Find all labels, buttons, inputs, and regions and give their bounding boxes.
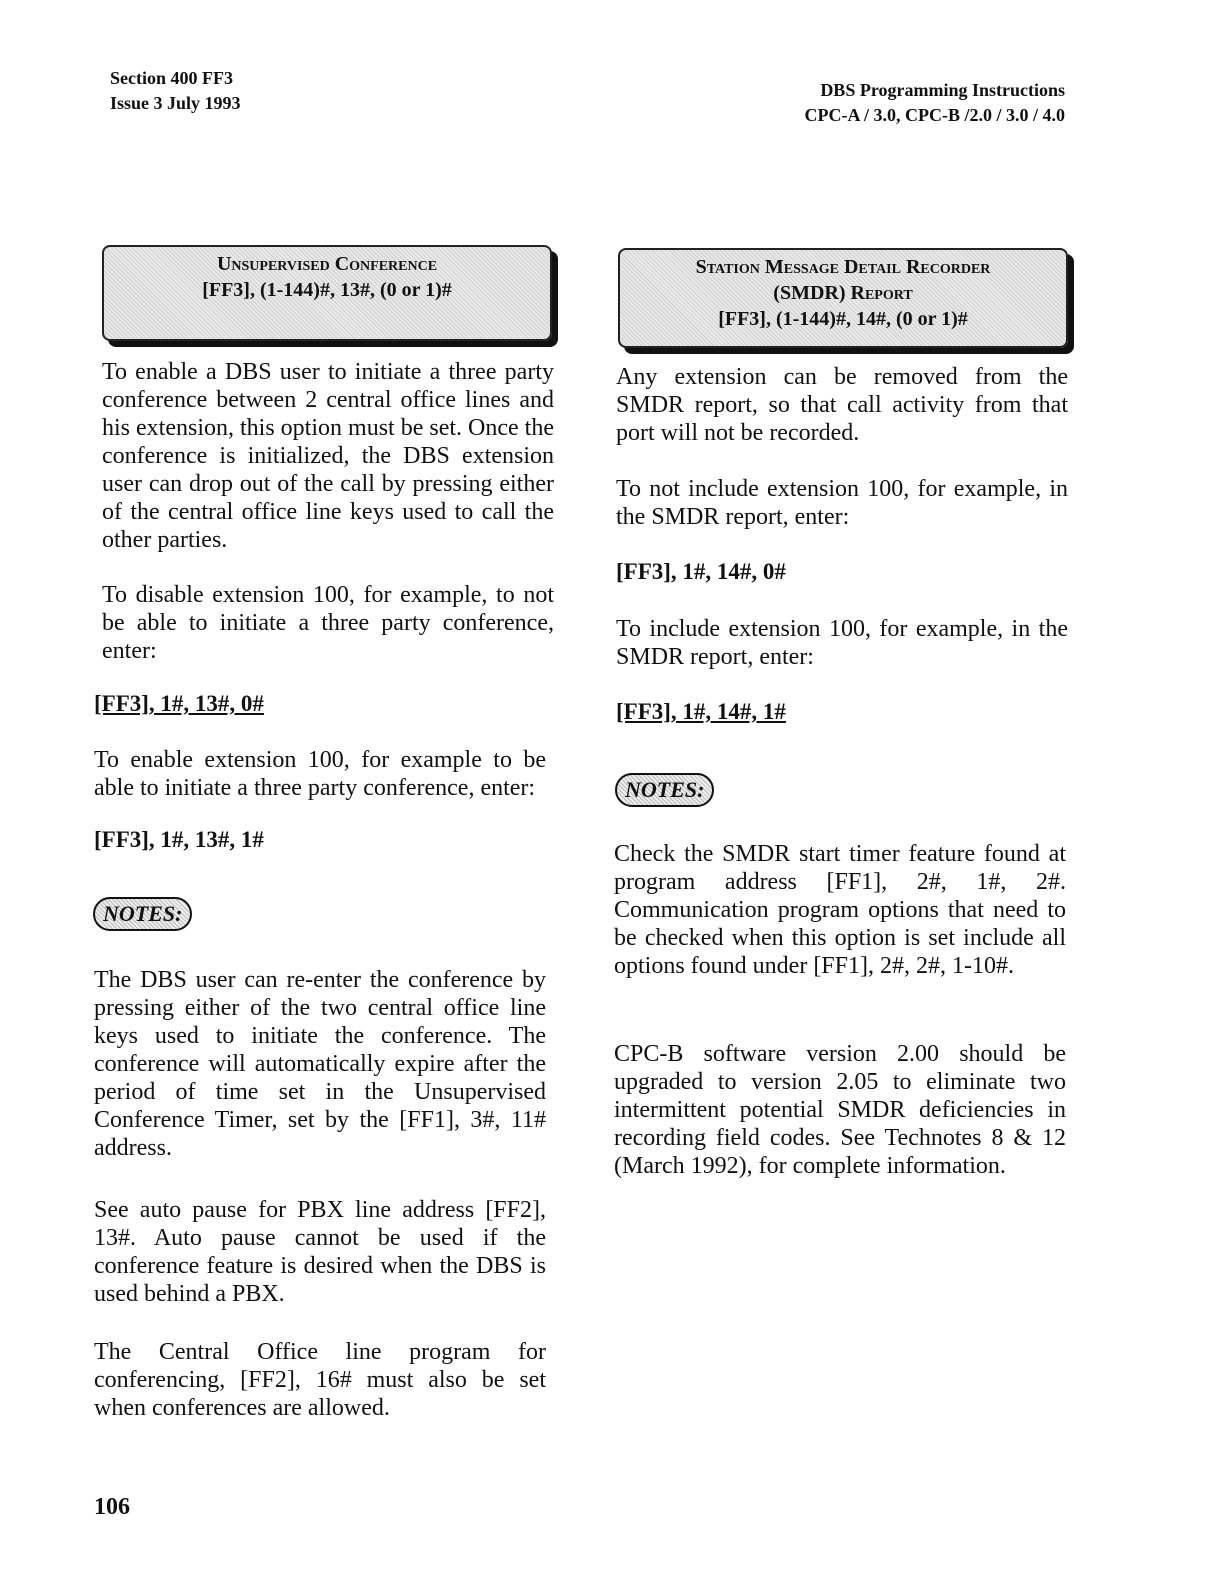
paragraph: Check the SMDR start timer feature found at program address [FF1], 2#, 1#, 2#. Communication program options that need to be checked when this option is set include all options found under [FF1], 2#, 2#, 1-10#.	[614, 841, 1066, 979]
paragraph: To disable extension 100, for example, to not be able to initiate a three party conference, enter:	[102, 582, 554, 664]
header-left	[110, 66, 241, 116]
box-title: Unsupervised Conference	[216, 253, 438, 275]
paragraph: To enable a DBS user to initiate a three party conference between 2 central office lines and his extension, this option must be set. Once the conference is initialized, the DBS extension user can drop out of the call by pressing either of the central office line keys used to call the other parties.	[102, 359, 554, 553]
box-title: Station Message Detail Recorder	[695, 256, 991, 278]
paragraph: See auto pause for PBX line address [FF2], 13#. Auto pause cannot be used if the conference feature is desired when the DBS is used behind a PBX.	[94, 1197, 546, 1307]
box-code: [FF3], (1-144)#, 13#, (0 or 1)#	[202, 279, 452, 301]
box-code: [FF3], (1-144)#, 14#, (0 or 1)#	[718, 308, 968, 330]
paragraph: The DBS user can re-enter the conference by pressing either of the two central office line keys used to initiate the conference. The conference will automatically expire after the period of time set in the Unsupervised Conference Timer, set by the [FF1], 3#, 11# address.	[94, 967, 546, 1161]
paragraph: The Central Office line program for conferencing, [FF2], 16# must also be set when conferences are allowed.	[94, 1339, 546, 1421]
notes-badge: NOTES:	[93, 897, 192, 931]
doc-title: DBS Programming Instructions	[820, 80, 1065, 100]
paragraph: To include extension 100, for example, in the SMDR report, enter:	[616, 616, 1068, 670]
paragraph: Any extension can be removed from the SMDR report, so that call activity from that port will not be recorded.	[616, 364, 1068, 446]
paragraph: To not include extension 100, for example, in the SMDR report, enter:	[616, 476, 1068, 530]
section-label: Section 400 FF3	[110, 68, 233, 88]
code-line: [FF3], 1#, 13#, 0#	[94, 691, 264, 716]
notes-badge: NOTES:	[615, 773, 714, 807]
code-line: [FF3], 1#, 14#, 0#	[616, 559, 786, 584]
issue-label: Issue 3 July 1993	[110, 93, 241, 113]
page-number: 106	[94, 1494, 130, 1520]
doc-versions: CPC-A / 3.0, CPC-B /2.0 / 3.0 / 4.0	[804, 105, 1065, 125]
code-line: [FF3], 1#, 13#, 1#	[94, 827, 264, 852]
smdr-report-box	[618, 248, 1068, 348]
unsupervised-conference-box	[102, 245, 552, 341]
header-right	[805, 78, 1066, 128]
paragraph: To enable extension 100, for example to be able to initiate a three party conference, enter:	[94, 747, 546, 801]
paragraph: CPC-B software version 2.00 should be upgraded to version 2.05 to eliminate two intermittent potential SMDR deficiencies in recording field codes. See Technotes 8 & 12 (March 1992), for complete information.	[614, 1041, 1066, 1179]
code-line: [FF3], 1#, 14#, 1#	[616, 699, 786, 724]
box-subtitle: (SMDR) Report	[773, 282, 913, 304]
